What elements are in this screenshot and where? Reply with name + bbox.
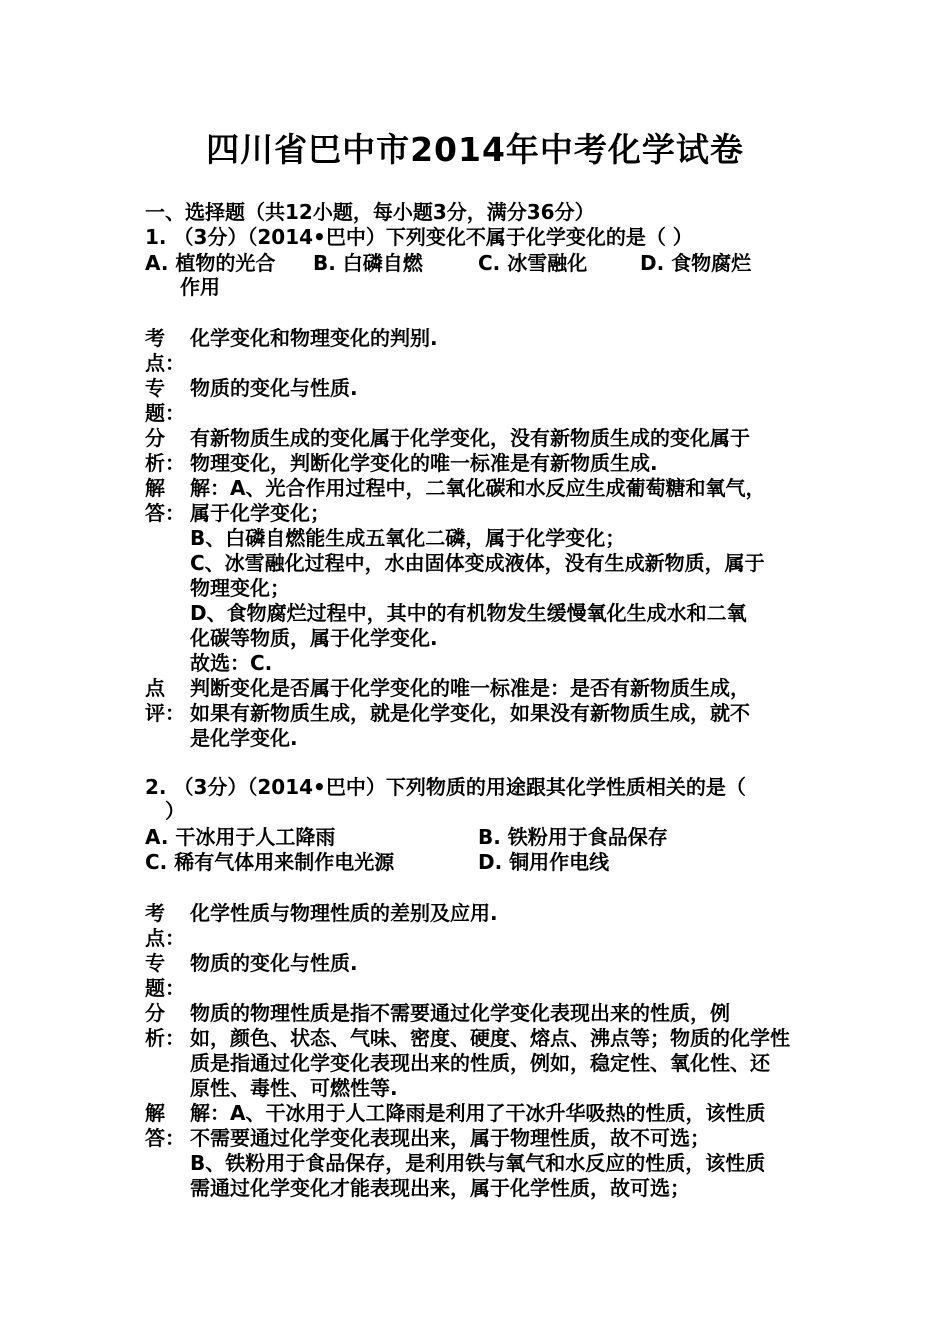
q2-fenxi-line: 如，颜色、状态、气味、密度、硬度、熔点、沸点等；物质的化学性 [190, 1026, 790, 1050]
q1-option-d: D. 食物腐烂 [640, 251, 752, 275]
q1-option-a: A. 植物的光合 [145, 251, 276, 275]
q2-kaodian-label: 考 [145, 901, 165, 925]
q1-fenxi-label: 分 [145, 426, 165, 450]
q1-dianping-label: 点 [145, 676, 165, 700]
q2-jieda-label: 解 [145, 1101, 165, 1125]
q1-dianping-line: 判断变化是否属于化学变化的唯一标准是：是否有新物质生成， [190, 676, 750, 700]
q1-dianping-line: 是化学变化. [190, 726, 298, 750]
q1-jieda-line: 解：A、光合作用过程中，二氧化碳和水反应生成葡萄糖和氧气， [190, 476, 766, 500]
q1-option-a-cont: 作用 [180, 275, 220, 299]
q1-zhuanti: 物质的变化与性质. [190, 376, 358, 400]
q2-zhuanti-label-2: 题： [145, 976, 185, 1000]
q1-stem: 1. （3分）（2014•巴中）下列变化不属于化学变化的是（ ） [145, 225, 693, 249]
q1-zhuanti-label: 专 [145, 376, 165, 400]
q1-zhuanti-label-2: 题： [145, 401, 185, 425]
q2-kaodian: 化学性质与物理性质的差别及应用. [190, 901, 498, 925]
q2-stem-cont: ） [165, 799, 185, 823]
q1-option-b: B. 白磷自燃 [313, 251, 423, 275]
q2-option-b: B. 铁粉用于食品保存 [478, 825, 668, 849]
q1-fenxi-label-2: 析： [145, 451, 185, 475]
q1-jieda-line: 化碳等物质，属于化学变化. [190, 626, 438, 650]
q2-option-d: D. 铜用作电线 [478, 850, 610, 874]
q1-jieda-line: 物理变化； [190, 576, 290, 600]
q2-option-c: C. 稀有气体用来制作电光源 [145, 850, 395, 874]
q2-option-a: A. 干冰用于人工降雨 [145, 825, 336, 849]
q1-jieda-line: B、白磷自燃能生成五氧化二磷，属于化学变化； [190, 526, 626, 550]
q1-kaodian-label-2: 点： [145, 351, 185, 375]
q2-jieda-line: 解：A、干冰用于人工降雨是利用了干冰升华吸热的性质，该性质 [190, 1101, 766, 1125]
q1-jieda-label: 解 [145, 476, 165, 500]
q2-zhuanti: 物质的变化与性质. [190, 951, 358, 975]
q2-jieda-line: 不需要通过化学变化表现出来，属于物理性质，故不可选； [190, 1126, 710, 1150]
q1-jieda-line: C、冰雪融化过程中，水由固体变成液体，没有生成新物质，属于 [190, 551, 765, 575]
q2-zhuanti-label: 专 [145, 951, 165, 975]
q2-jieda-line: B、铁粉用于食品保存，是利用铁与氧气和水反应的性质，该性质 [190, 1151, 766, 1175]
q1-fenxi-line: 物理变化，判断化学变化的唯一标准是有新物质生成. [190, 451, 658, 475]
q2-fenxi-line: 物质的物理性质是指不需要通过化学变化表现出来的性质，例 [190, 1001, 730, 1025]
q2-jieda-label-2: 答： [145, 1126, 185, 1150]
q2-fenxi-label-2: 析： [145, 1026, 185, 1050]
q2-kaodian-label-2: 点： [145, 926, 185, 950]
q1-fenxi-line: 有新物质生成的变化属于化学变化，没有新物质生成的变化属于 [190, 426, 750, 450]
q1-jieda-line: 故选：C. [190, 651, 273, 675]
page-title: 四川省巴中市2014年中考化学试卷 [206, 130, 744, 169]
q2-fenxi-line: 原性、毒性、可燃性等. [190, 1076, 398, 1100]
q2-jieda-line: 需通过化学变化才能表现出来，属于化学性质，故可选； [190, 1176, 690, 1200]
q2-fenxi-label: 分 [145, 1001, 165, 1025]
section-heading: 一、选择题（共12小题，每小题3分，满分36分） [145, 200, 595, 224]
q2-fenxi-line: 质是指通过化学变化表现出来的性质，例如，稳定性、氧化性、还 [190, 1051, 770, 1075]
q1-jieda-line: 属于化学变化； [190, 501, 330, 525]
q1-kaodian-label: 考 [145, 326, 165, 350]
q1-kaodian: 化学变化和物理变化的判别. [190, 326, 438, 350]
q2-stem: 2. （3分）（2014•巴中）下列物质的用途跟其化学性质相关的是（ [145, 775, 746, 799]
q1-dianping-line: 如果有新物质生成，就是化学变化，如果没有新物质生成，就不 [190, 701, 750, 725]
q1-option-c: C. 冰雪融化 [478, 251, 588, 275]
q1-jieda-line: D、食物腐烂过程中，其中的有机物发生缓慢氧化生成水和二氧 [190, 601, 747, 625]
q1-dianping-label-2: 评： [145, 701, 185, 725]
q1-jieda-label-2: 答： [145, 501, 185, 525]
